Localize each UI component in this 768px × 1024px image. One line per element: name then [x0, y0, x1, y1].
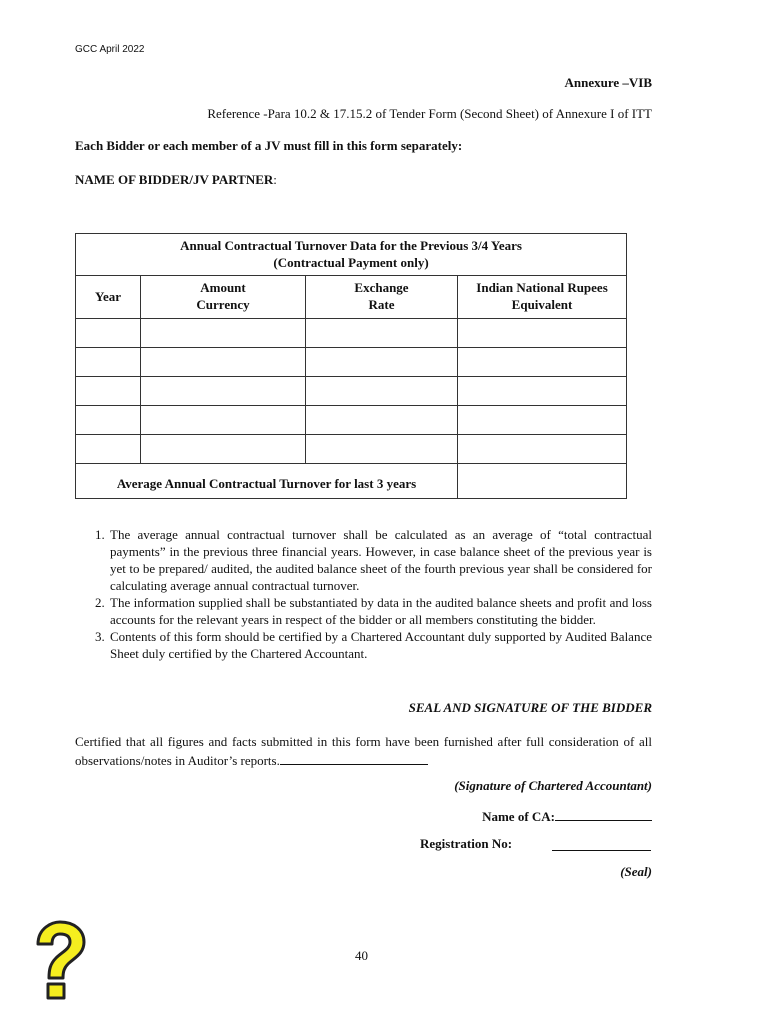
instruction-text: Each Bidder or each member of a JV must fill in this form separately:: [75, 138, 463, 153]
column-header-inr-equivalent: [458, 276, 627, 319]
notes-list: [75, 526, 652, 662]
ca-name-field: [482, 807, 652, 825]
ca-name-label: Name of CA:: [482, 809, 555, 824]
page-number: 40: [355, 948, 368, 963]
table-cell-year[interactable]: [76, 377, 141, 406]
table-row: [76, 377, 627, 406]
ca-signature-label: (Signature of Chartered Accountant): [454, 778, 652, 793]
table-cell-year[interactable]: [76, 435, 141, 464]
table-cell-inr[interactable]: [458, 377, 627, 406]
table-cell-amount[interactable]: [141, 406, 306, 435]
note-item: 2. The information supplied shall be substantiated by data in the audited balance sheets and profit and loss accounts for the relevant years in respect of the bidder or all members constituting the bidder.: [108, 594, 652, 628]
table-cell-inr[interactable]: [458, 406, 627, 435]
table-cell-exchange[interactable]: [306, 435, 458, 464]
column-header-amount-line1: Amount: [200, 280, 246, 296]
table-title: [76, 234, 627, 276]
seal-signature-heading: SEAL AND SIGNATURE OF THE BIDDER: [408, 700, 652, 715]
table-title-line1: Annual Contractual Turnover Data for the Previous 3/4 Years: [180, 237, 522, 253]
average-turnover-row: [76, 464, 627, 499]
table-cell-exchange[interactable]: [306, 406, 458, 435]
table-row: [76, 435, 627, 464]
registration-number-label: Registration No:: [420, 836, 513, 851]
table-cell-year[interactable]: [76, 319, 141, 348]
column-header-exchange-line2: Rate: [368, 297, 395, 312]
note-item: 1. The average annual contractual turnover shall be calculated as an average of “total contractual payments” in the previous three financial years. However, in case balance sheet of the previous year is yet to be prepared/ audited, the audited balance sheet of the fourth previous year shall be considered for calculating average annual contractual turnover.: [108, 526, 652, 594]
table-title-row: [76, 234, 627, 276]
annexure-label: Annexure –VIB: [564, 75, 652, 90]
table-cell-amount[interactable]: [141, 435, 306, 464]
table-cell-amount[interactable]: [141, 319, 306, 348]
table-cell-amount[interactable]: [141, 348, 306, 377]
table-cell-amount[interactable]: [141, 377, 306, 406]
table-cell-inr[interactable]: [458, 319, 627, 348]
average-turnover-value[interactable]: [458, 464, 627, 499]
table-cell-exchange[interactable]: [306, 348, 458, 377]
column-header-amount-line2: Currency: [196, 297, 250, 312]
certification-signature-line: [280, 751, 428, 765]
table-cell-year[interactable]: [76, 406, 141, 435]
table-cell-exchange[interactable]: [306, 319, 458, 348]
bidder-name-field: [75, 172, 277, 188]
column-header-exchange-line1: Exchange: [354, 280, 409, 296]
table-cell-year[interactable]: [76, 348, 141, 377]
column-header-year: Year: [76, 276, 141, 319]
column-header-exchange-rate: [306, 276, 458, 319]
registration-number-line: [552, 836, 651, 851]
question-mark-icon[interactable]: [28, 920, 88, 1004]
table-header-row: [76, 276, 627, 319]
bidder-name-colon: :: [273, 172, 277, 187]
turnover-table: [75, 233, 627, 499]
table-cell-exchange[interactable]: [306, 377, 458, 406]
table-cell-inr[interactable]: [458, 435, 627, 464]
ca-name-line: [555, 807, 652, 821]
table-row: [76, 406, 627, 435]
bidder-name-label: NAME OF BIDDER/JV PARTNER: [75, 172, 274, 187]
reference-line: Reference -Para 10.2 & 17.15.2 of Tender Form (Second Sheet) of Annexure I of ITT: [207, 106, 652, 121]
average-turnover-label: Average Annual Contractual Turnover for last 3 years: [76, 464, 458, 499]
certification-statement: [75, 732, 652, 770]
table-title-line2: (Contractual Payment only): [273, 254, 429, 270]
document-header-code: GCC April 2022: [75, 44, 145, 55]
column-header-amount: [141, 276, 306, 319]
question-mark-icon-graphic: [28, 920, 88, 1004]
table-row: [76, 319, 627, 348]
column-header-inr-line1: Indian National Rupees: [476, 280, 608, 296]
table-cell-inr[interactable]: [458, 348, 627, 377]
table-row: [76, 348, 627, 377]
seal-label: (Seal): [620, 864, 652, 879]
note-item: 3. Contents of this form should be certified by a Chartered Accountant duly supported by Audited Balance Sheet duly certified by the Chartered Accountant.: [108, 628, 652, 662]
column-header-inr-line2: Equivalent: [511, 297, 573, 312]
certification-text: Certified that all figures and facts submitted in this form have been furnished after full consideration of all observations/notes in Auditor’s reports.: [75, 734, 652, 768]
